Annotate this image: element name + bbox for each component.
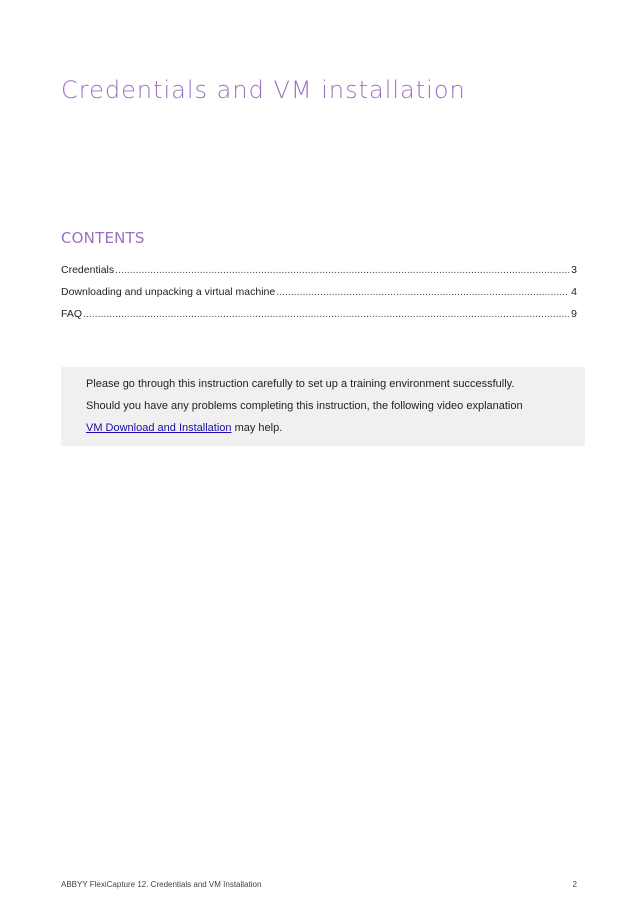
note-instruction-text: Please go through this instruction carefully to set up a training environment successfully. <box>86 378 515 390</box>
toc-entry-page: 4 <box>571 286 577 298</box>
footer-page-number: 2 <box>572 880 577 889</box>
document-title: Credentials and VM installation <box>61 76 466 104</box>
toc-entry-credentials[interactable] <box>61 264 577 286</box>
note-help-text: Should you have any problems completing this instruction, the following video explanation <box>86 400 523 412</box>
toc-entry-page: 3 <box>571 264 577 276</box>
toc-dot-leader <box>276 286 569 298</box>
toc-dot-leader <box>115 264 569 276</box>
footer-text: ABBYY FlexiCapture 12. Credentials and VM Installation <box>61 880 262 889</box>
toc-entry-label: Downloading and unpacking a virtual machine <box>61 286 276 298</box>
page-footer <box>61 880 577 889</box>
note-link-line <box>86 418 575 438</box>
toc-entry-page: 9 <box>571 308 577 320</box>
note-link-suffix: may help. <box>231 422 283 434</box>
contents-heading: CONTENTS <box>61 229 145 247</box>
toc-entry-label: Credentials <box>61 264 115 276</box>
toc-entry-label: FAQ <box>61 308 83 320</box>
table-of-contents <box>61 264 577 330</box>
toc-dot-leader <box>83 308 569 320</box>
instruction-note-box <box>61 367 585 446</box>
vm-download-installation-link[interactable]: VM Download and Installation <box>86 422 232 434</box>
toc-entry-downloading[interactable] <box>61 286 577 308</box>
toc-entry-faq[interactable] <box>61 308 577 330</box>
